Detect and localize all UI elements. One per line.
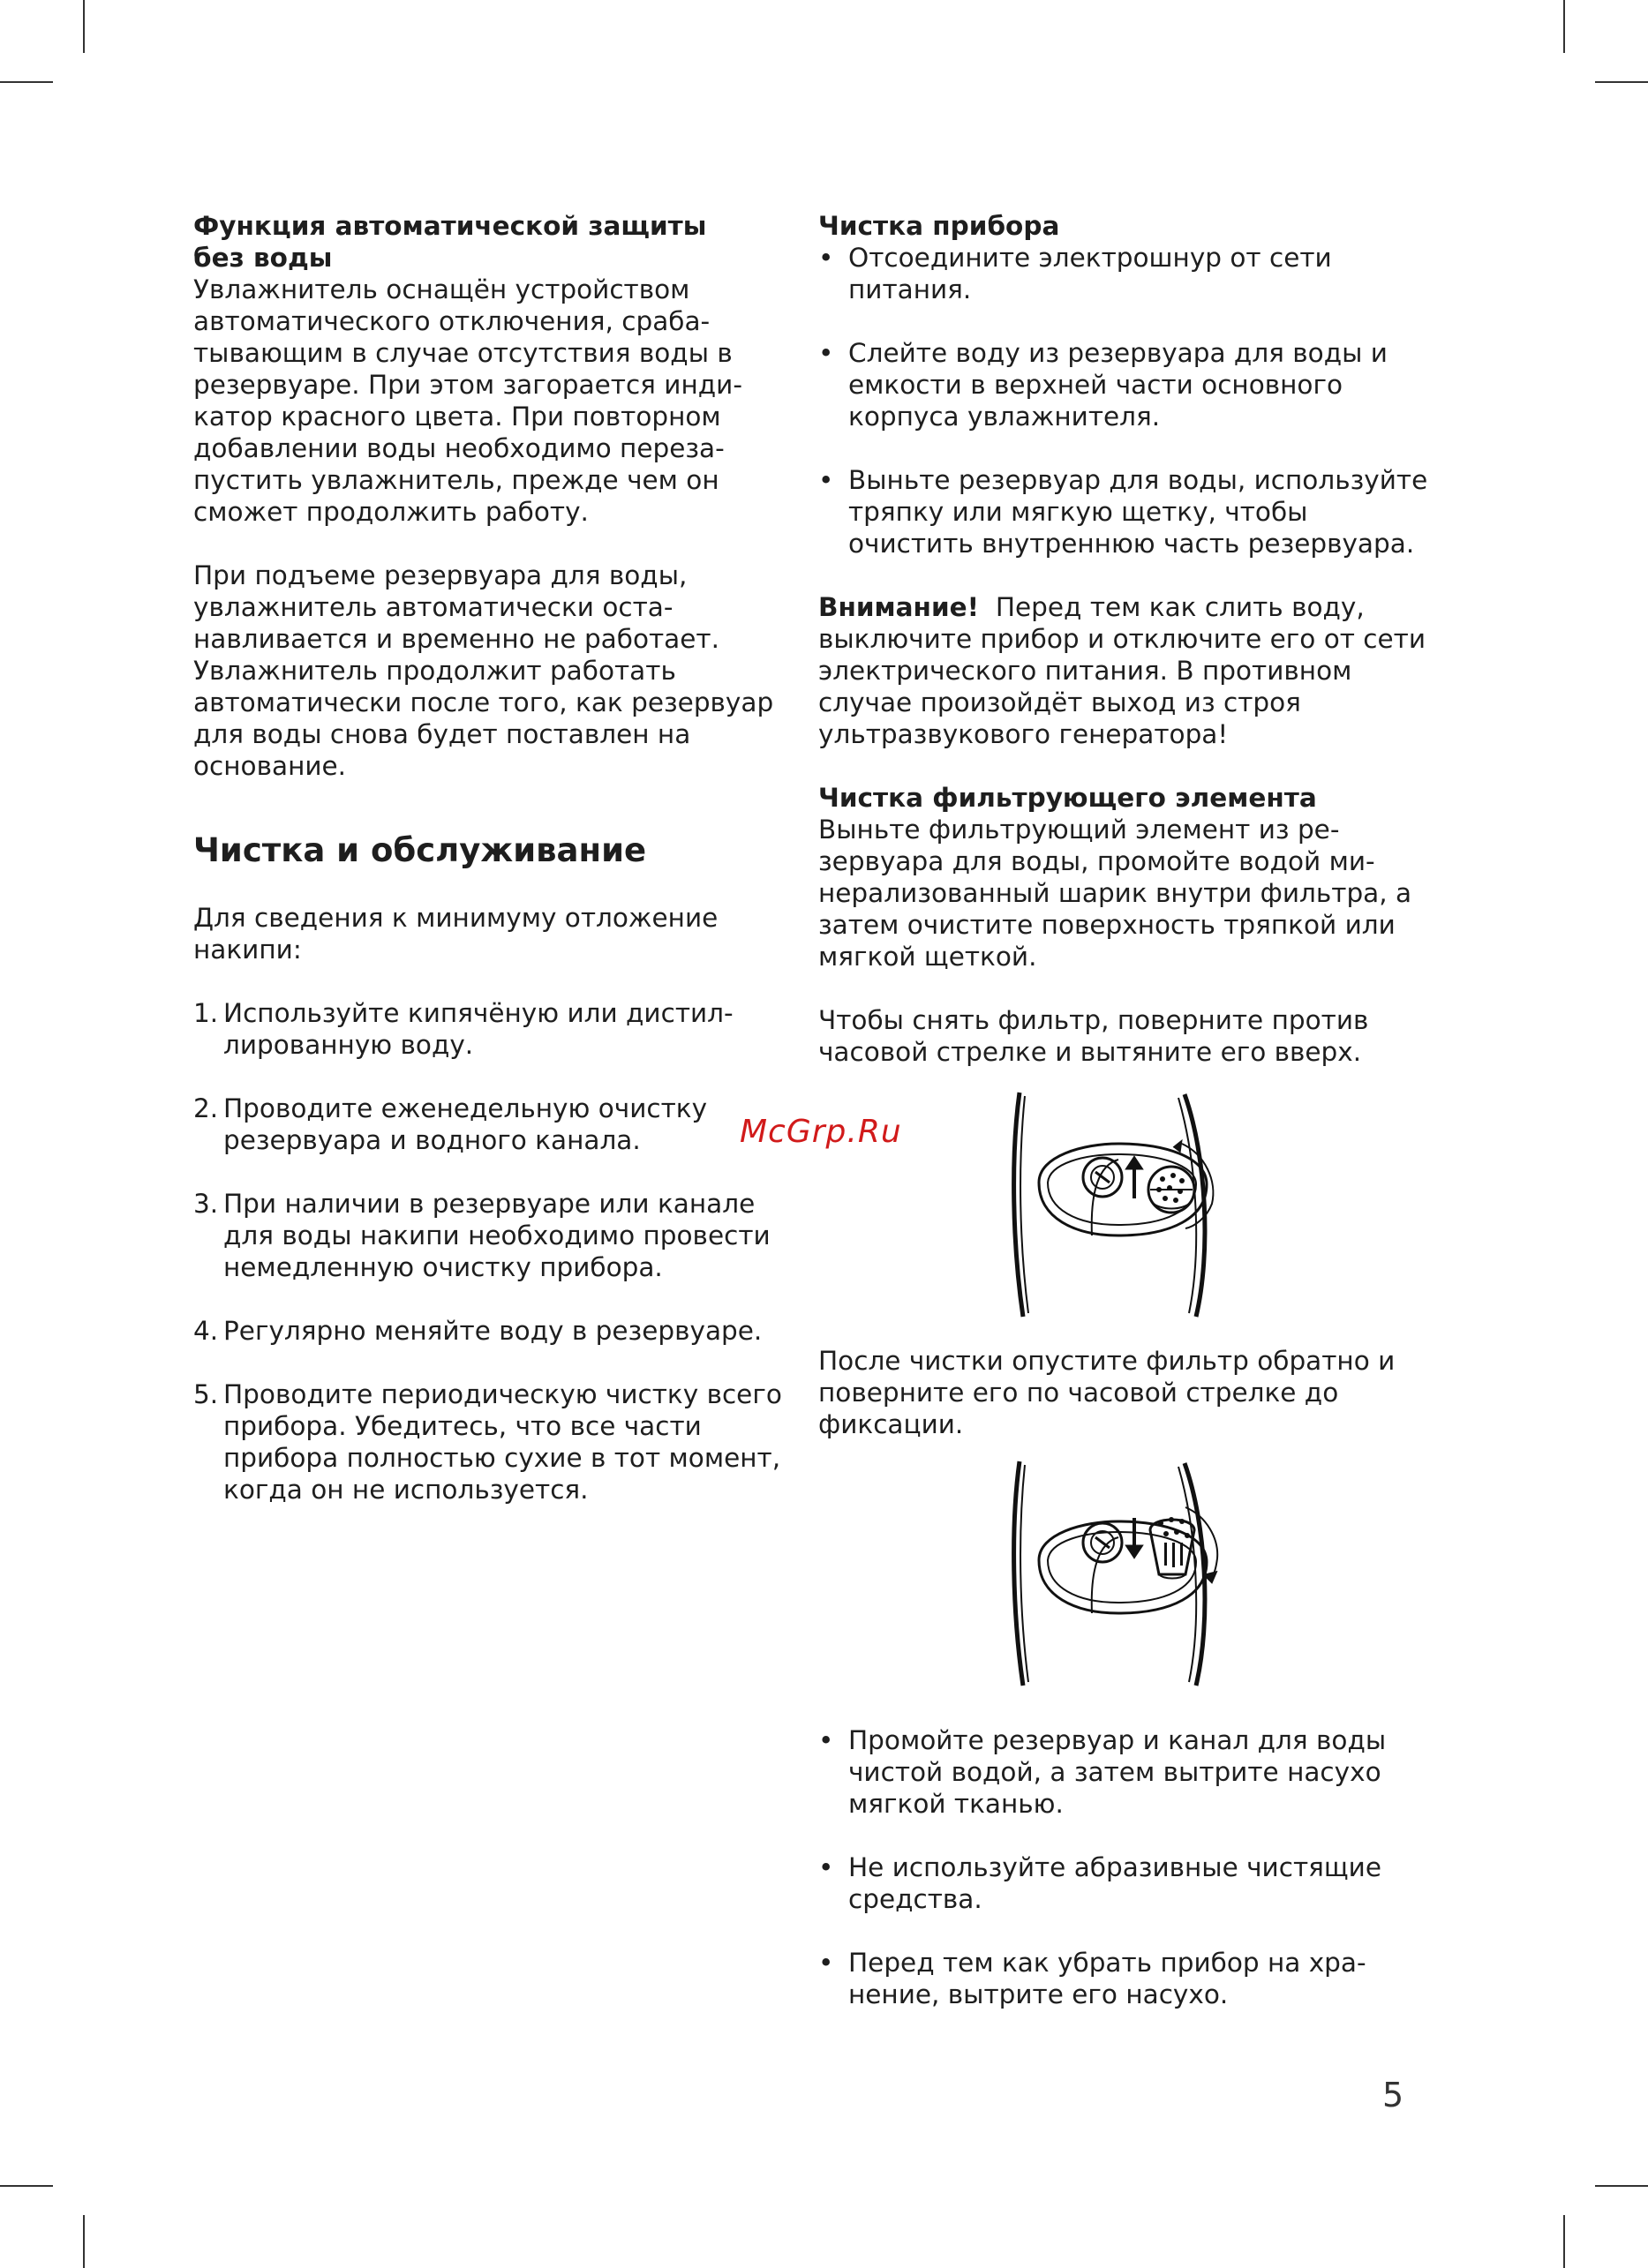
- filter-removal-illustration: [986, 1085, 1251, 1324]
- page-number: 5: [1382, 2076, 1404, 2114]
- auto-protection-para2: При подъеме резервуара для воды, увлажнитель автоматически останавливается и временно не работает. Увлажнитель продолжит работать автоматически после того, как резервуар для воды снова будет поставлен на основание.: [193, 560, 774, 781]
- crop-mark: [1595, 2185, 1648, 2187]
- warning-paragraph: [818, 591, 1436, 750]
- filter-cleaning-para1: Выньте фильтрующий элемент из резервуара для воды, промойте водой минерализованный шарик внутри фильтра, а затем очистите поверхность тряпкой или мягкой щеткой.: [818, 815, 1412, 972]
- list-item: • Выньте резервуар для воды, используйте тряпку или мягкую щетку, чтобы очистить внутреннюю часть резервуара.: [818, 464, 1436, 559]
- list-item: • Перед тем как убрать прибор на хранение, вытрите его насухо.: [818, 1947, 1436, 2010]
- list-item: 3. При наличии в резервуаре или канале для воды накипи необходимо провести немедленную очистку прибора.: [193, 1189, 771, 1282]
- right-column: [818, 210, 1436, 2010]
- list-item: • Не используйте абразивные чистящие средства.: [818, 1851, 1436, 1915]
- cleaning-intro: Для сведения к минимуму отложение накипи:: [193, 903, 719, 965]
- cleaning-heading: Чистка и обслуживание: [193, 831, 647, 869]
- filter-cleaning-para3: После чистки опустите фильтр обратно и поверните его по часовой стрелке до фиксации.: [818, 1346, 1396, 1439]
- list-item: 5. Проводите периодическую чистку всего прибора. Убедитесь, что все части прибора полностью сухие в тот момент, когда он не используется.: [193, 1379, 782, 1505]
- crop-mark: [1563, 0, 1565, 53]
- filter-cleaning-para2: Чтобы снять фильтр, поверните против часовой стрелке и вытяните его вверх.: [818, 1005, 1369, 1067]
- list-item: • Отсоедините электрошнур от сети питания.: [818, 242, 1436, 305]
- crop-mark: [1595, 81, 1648, 83]
- list-item: • Промойте резервуар и канал для воды чистой водой, а затем вытрите насухо мягкой тканью.: [818, 1724, 1436, 1820]
- device-cleaning-title: Чистка прибора: [818, 211, 1060, 241]
- crop-mark: [0, 81, 53, 83]
- crop-mark: [83, 0, 85, 53]
- crop-mark: [0, 2185, 53, 2187]
- filter-cleaning-title: Чистка фильтрующего элемента: [818, 783, 1317, 813]
- left-column: [193, 210, 794, 1506]
- list-item: 4. Регулярно меняйте воду в резервуаре.: [193, 1316, 763, 1346]
- list-item: 1. Используйте кипячёную или дистиллированную воду.: [193, 998, 734, 1060]
- crop-mark: [83, 2215, 85, 2268]
- warning-label: Внимание!: [818, 592, 980, 622]
- auto-protection-para1: Увлажнитель оснащён устройством автоматического отключения, срабатывающим в случае отсутствия воды в резервуаре. При этом загорается индикатор красного цвета. При повторном добавлении воды необходимо перезапустить увлажнитель, прежде чем он сможет продолжить работу.: [193, 274, 742, 527]
- watermark: McGrp.Ru: [740, 1114, 902, 1150]
- list-item: • Слейте воду из резервуара для воды и емкости в верхней части основного корпуса увлажнителя.: [818, 337, 1436, 432]
- crop-mark: [1563, 2215, 1565, 2268]
- filter-install-illustration: [986, 1454, 1251, 1693]
- list-item: 2. Проводите еженедельную очистку резервуара и водного канала.: [193, 1093, 708, 1155]
- warning-text: Перед тем как слить воду, выключите прибор и отключите его от сети электрического питания. В противном случае произойдёт выход из строя ультразвукового генератора!: [818, 592, 1426, 749]
- auto-protection-title: Функция автоматической защиты без воды: [193, 211, 707, 273]
